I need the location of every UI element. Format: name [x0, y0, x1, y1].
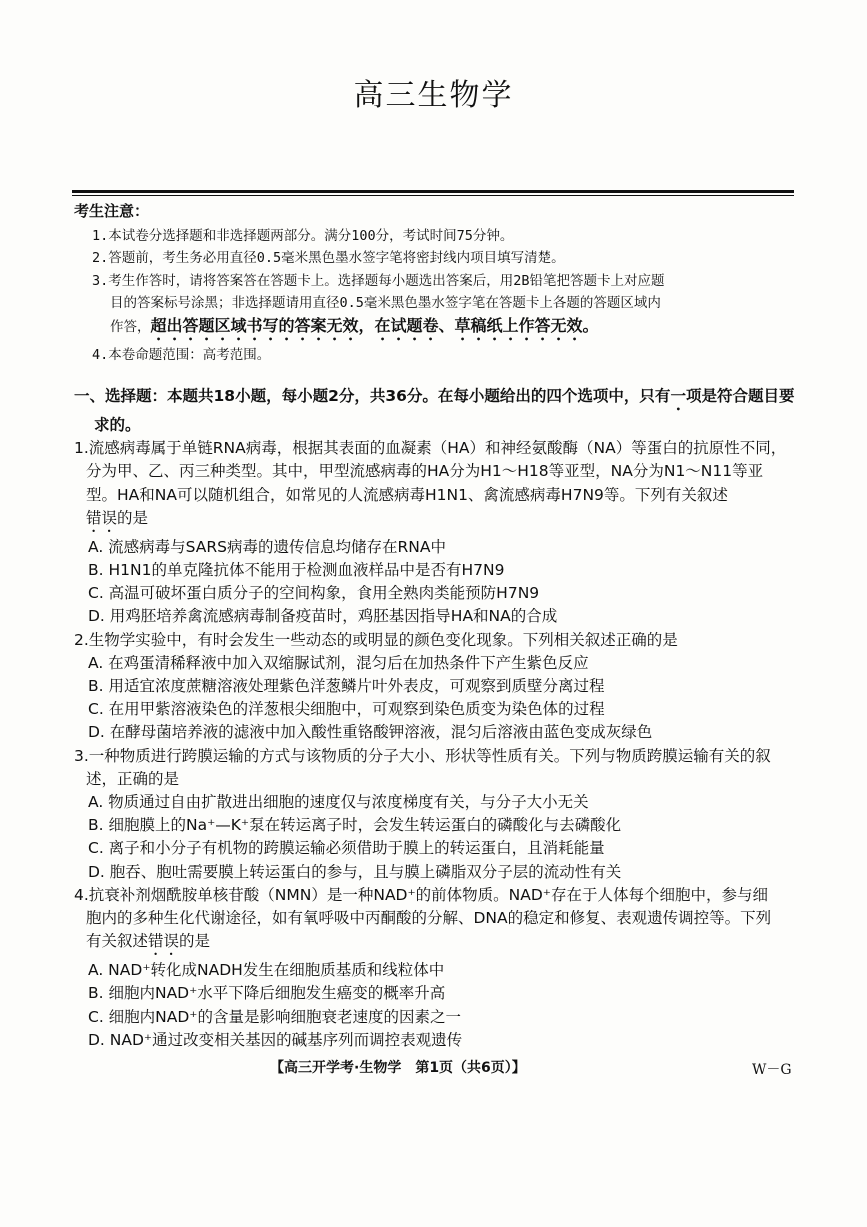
question-1-stem-2: 分为甲、乙、丙三种类型。其中，甲型流感病毒的HA分为H1～H18等亚型，NA分为N1～N11等亚 — [86, 462, 764, 481]
question-1-option-c: C. 高温可破坏蛋白质分子的空间构象，食用全熟肉类能预防H7N9 — [88, 584, 540, 603]
question-1-stem: 1.流感病毒属于单链RNA病毒，根据其表面的血凝素（HA）和神经氨酸酶（NA）等蛋白的抗原性不同， — [74, 439, 787, 458]
question-4-option-a: A. NAD⁺转化成NADH发生在细胞质基质和线粒体中 — [88, 961, 445, 980]
notice-item-3: 3.考生作答时，请将答案答在答题卡上。选择题每小题选出答案后，用2B铅笔把答题卡上对应题 — [92, 272, 665, 289]
question-3-option-b: B. 细胞膜上的Na⁺—K⁺泵在转运离子时，会发生转运蛋白的磷酸化与去磷酸化 — [88, 816, 622, 835]
question-4-stem-3 — [74, 930, 802, 959]
question-4-stem-end: 的是 — [179, 932, 211, 951]
question-1-stem-3: 型。HA和NA可以随机组合，如常见的人流感病毒H1N1、禽流感病毒H7N9等。下列有关叙述 — [86, 485, 728, 504]
question-4-stem-3a: 有关叙述 — [86, 932, 149, 951]
question-4-stem-2: 胞内的多种生化代谢途径，如有氧呼吸中丙酮酸的分解、DNA的稳定和修复、表观遗传调控等。下列 — [86, 909, 772, 928]
notice-item-2: 2.答题前，考生务必用直径0.5毫米黑色墨水签字笔将密封线内项目填写清楚。 — [92, 250, 565, 266]
question-3-option-d: D. 胞吞、胞吐需要膜上转运蛋白的参与，且与膜上磷脂双分子层的流动性有关 — [88, 862, 622, 881]
notice-heading: 考生注意： — [74, 202, 150, 220]
question-2-option-c: C. 在用甲紫溶液染色的洋葱根尖细胞中，可观察到染色质变为染色体的过程 — [88, 700, 605, 719]
question-4-option-b: B. 细胞内NAD⁺水平下降后细胞发生癌变的概率升高 — [88, 984, 446, 1003]
question-1-stem-end: 的是 — [117, 508, 149, 527]
section-heading — [74, 385, 802, 437]
notice-item-1: 1.本试卷分选择题和非选择题两部分。满分100分，考试时间75分钟。 — [92, 227, 514, 244]
question-1 — [74, 437, 802, 628]
question-4 — [74, 884, 802, 1052]
question-2-option-d: D. 在酵母菌培养液的滤液中加入酸性重铬酸钾溶液，混匀后溶液由蓝色变成灰绿色 — [88, 723, 653, 742]
header-divider-thin — [72, 195, 794, 196]
question-1-option-d: D. 用鸡胚培养禽流感病毒制备疫苗时，鸡胚基因指导HA和NA的合成 — [88, 607, 558, 626]
question-3-stem-2: 述，正确的是 — [86, 769, 180, 788]
exam-notice — [74, 200, 804, 366]
question-4-option-d: D. NAD⁺通过改变相关基因的碱基序列而调控表观遗传 — [88, 1030, 463, 1049]
question-4-emphasis: 错误 — [148, 932, 180, 951]
question-3 — [74, 745, 802, 884]
notice-warning: 超出答题区域书写的答案无效，在试题卷、草稿纸上作答无效。 — [150, 315, 599, 335]
question-3-option-c: C. 离子和小分子有机物的跨膜运输必须借助于膜上的转运蛋白，且消耗能量 — [88, 839, 605, 858]
footer-page-info: 【高三开学考·生物学 第1页（共6页）】 — [270, 1060, 526, 1076]
section-text: 一、选择题：本题共18小题，每小题2分，共36分。在每小题给出的四个选项中，只有 — [74, 387, 671, 405]
section-emphasis: 一 — [670, 387, 686, 405]
question-1-option-a: A. 流感病毒与SARS病毒的遗传信息均储存在RNA中 — [88, 537, 446, 556]
notice-item-4: 4.本卷命题范围：高考范围。 — [92, 346, 271, 363]
section-text-2: 项是符合题目要 — [685, 387, 795, 405]
question-content — [74, 385, 802, 1052]
question-2-stem: 2.生物学实验中，有时会发生一些动态的或明显的颜色变化现象。下列相关叙述正确的是 — [74, 630, 678, 649]
question-2 — [74, 629, 802, 745]
question-1-stem-4 — [74, 507, 802, 536]
footer-code: W－G — [752, 1062, 792, 1078]
question-1-option-b: B. H1N1的单克隆抗体不能用于检测血液样品中是否有H7N9 — [88, 561, 505, 580]
question-3-stem: 3.一种物质进行跨膜运输的方式与该物质的分子大小、形状等性质有关。下列与物质跨膜运输有关的叙 — [74, 746, 771, 765]
question-3-option-a: A. 物质通过自由扩散进出细胞的速度仅与浓度梯度有关，与分子大小无关 — [88, 793, 589, 812]
page-title: 高三生物学 — [353, 78, 514, 113]
question-2-option-b: B. 用适宜浓度蔗糖溶液处理紫色洋葱鳞片叶外表皮，可观察到质壁分离过程 — [88, 677, 605, 696]
question-4-option-c: C. 细胞内NAD⁺的含量是影响细胞衰老速度的因素之一 — [88, 1007, 461, 1026]
header-divider — [72, 190, 794, 193]
section-text-3: 求的。 — [94, 416, 141, 434]
notice-item-3-prefix: 作答， — [110, 318, 151, 335]
question-2-option-a: A. 在鸡蛋清稀释液中加入双缩脲试剂，混匀后在加热条件下产生紫色反应 — [88, 653, 589, 672]
question-4-stem: 4.抗衰补剂烟酰胺单核苷酸（NMN）是一种NAD⁺的前体物质。NAD⁺存在于人体每个细胞中，参与细 — [74, 885, 768, 904]
question-1-emphasis: 错误 — [86, 508, 118, 527]
notice-item-3-cont2 — [74, 315, 804, 344]
notice-item-3-cont: 目的答案标号涂黑；非选择题请用直径0.5毫米黑色墨水签字笔在答题卡上各题的答题区域内 — [110, 295, 661, 311]
